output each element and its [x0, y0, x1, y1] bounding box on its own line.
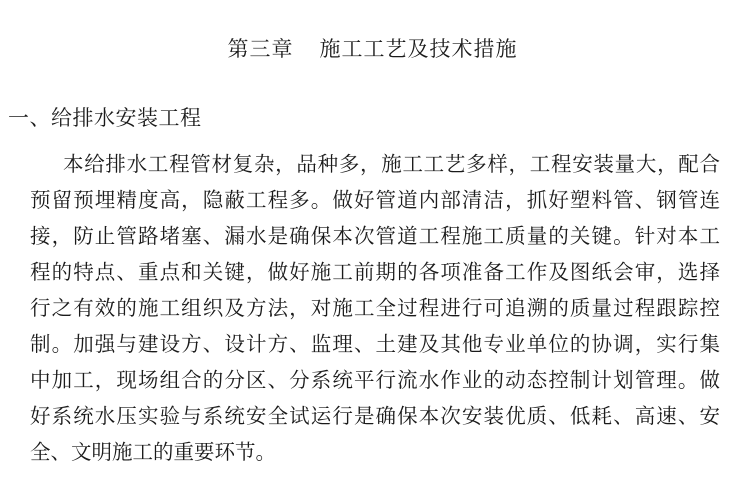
- paragraph-line: 本给排水工程管材复杂，品种多，施工工艺多样，工程安装量大，配合: [63, 152, 720, 176]
- chapter-name: 施工工艺及技术措施: [319, 37, 518, 61]
- body-paragraph: [30, 146, 720, 470]
- paragraph-line: 行之有效的施工组织及方法，对施工全过程进行可追溯的质量过程跟踪控: [30, 296, 720, 320]
- paragraph-line: 中加工，现场组合的分区、分系统平行流水作业的动态控制计划管理。做: [30, 368, 720, 392]
- chapter-title: [0, 35, 745, 63]
- paragraph-line: 制。加强与建设方、设计方、监理、土建及其他专业单位的协调，实行集: [30, 332, 720, 356]
- paragraph-line: 接，防止管路堵塞、漏水是确保本次管道工程施工质量的关键。针对本工: [30, 224, 720, 248]
- paragraph-line: 程的特点、重点和关键，做好施工前期的各项准备工作及图纸会审，选择: [30, 260, 720, 284]
- paragraph-line: 预留预埋精度高，隐蔽工程多。做好管道内部清洁，抓好塑料管、钢管连: [30, 188, 720, 212]
- section-heading: 一、给排水安装工程: [8, 106, 202, 130]
- paragraph-line: 全、文明施工的重要环节。: [30, 440, 276, 464]
- paragraph-line: 好系统水压实验与系统安全试运行是确保本次安装优质、低耗、高速、安: [30, 404, 720, 428]
- chapter-number: 第三章: [227, 37, 294, 61]
